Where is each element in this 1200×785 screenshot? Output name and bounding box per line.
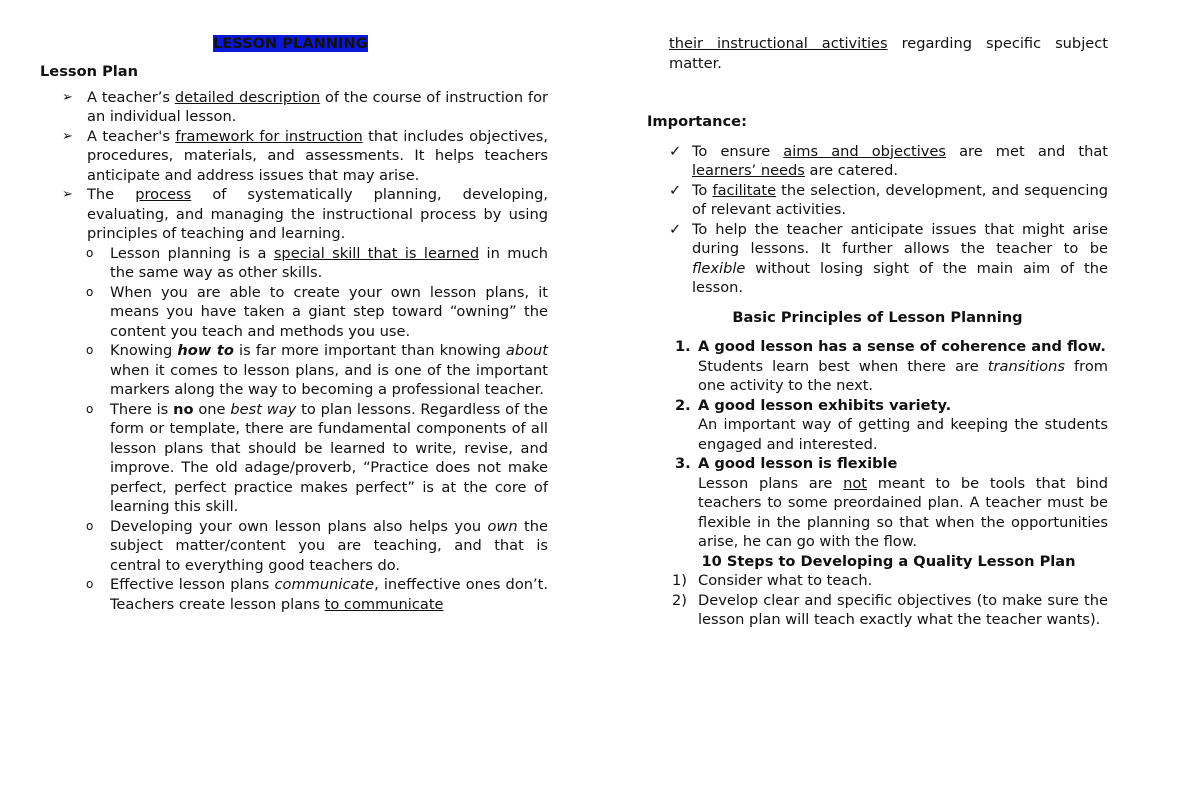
principle-item: 3. A good lesson is flexible Lesson plans are not meant to be tools that bind teachers to some preordained plan. A teacher must be flexible in the planning so that when the opportunities arise, he can go with the flow. — [675, 455, 1108, 550]
continued-text: their instructional activities regarding specific subject matter. — [669, 35, 1108, 72]
arrow-bullet-icon: ➢ — [62, 187, 73, 202]
principle-item: 2. A good lesson exhibits variety. An important way of getting and keeping the students engaged and interested. — [675, 396, 1108, 453]
sub-bullet-item: o Lesson planning is a special skill that is learned in much the same way as other skills. — [86, 244, 548, 281]
circle-bullet-icon: o — [86, 577, 94, 591]
importance-item: ✓ To ensure aims and objectives are met and that learners’ needs are catered. — [669, 142, 1109, 179]
step-item: 1) Consider what to teach. — [672, 572, 873, 589]
principle-item: 1. A good lesson has a sense of coherence and flow. Students learn best when there are transitions from one activity to the next. — [675, 338, 1108, 394]
arrow-bullet-icon: ➢ — [62, 128, 73, 144]
check-icon: ✓ — [669, 142, 682, 160]
check-icon: ✓ — [669, 220, 682, 238]
circle-bullet-icon: o — [86, 284, 94, 299]
check-icon: ✓ — [669, 181, 682, 199]
principles-heading: Basic Principles of Lesson Planning — [732, 308, 1023, 326]
importance-heading: Importance: — [647, 113, 747, 130]
importance-item: ✓ To help the teacher anticipate issues that might arise during lessons. It further allows the teacher to be flexible without losing sight of the main aim of the lesson. — [669, 220, 1108, 296]
circle-bullet-icon: o — [86, 401, 94, 416]
sub-bullet-item: o When you are able to create your own lesson plans, it means you have taken a giant step toward “owning” the content you teach and methods you use. — [86, 283, 548, 340]
right-column — [647, 34, 1108, 630]
sub-bullet-item: o Developing your own lesson plans also helps you own the subject matter/content you are teaching, and that is central to everything good teachers do. — [86, 517, 548, 574]
importance-item: ✓ To facilitate the selection, development, and sequencing of relevant activities. — [669, 181, 1108, 218]
circle-bullet-icon: o — [86, 343, 94, 357]
bullet-item: ➢ A teacher's framework for instruction that includes objectives, procedures, materials, and assessments. It helps teachers anticipate and address issues that may arise. — [62, 127, 548, 184]
left-column — [40, 34, 548, 614]
bullet-item: ➢ The process of systematically planning, developing, evaluating, and managing the instructional process by using principles of teaching and learning. — [62, 186, 548, 242]
lesson-plan-heading: Lesson Plan — [40, 63, 139, 80]
circle-bullet-icon: o — [86, 245, 94, 260]
step-item: 2) Develop clear and specific objectives (to make sure the lesson plan will teach exactly what the teacher wants). — [672, 591, 1108, 628]
sub-bullet-item: o Effective lesson plans communicate, ineffective ones don’t. Teachers create lesson plans to communicate — [86, 576, 548, 613]
steps-heading: 10 Steps to Developing a Quality Lesson Plan — [701, 552, 1076, 570]
sub-bullet-item: o Knowing how to is far more important than knowing about when it comes to lesson plans, and is one of the important markers along the way to becoming a professional teacher. — [86, 342, 548, 398]
document-title: LESSON PLANNING — [213, 35, 368, 52]
arrow-bullet-icon: ➢ — [62, 89, 73, 105]
circle-bullet-icon: o — [86, 518, 94, 533]
bullet-item: ➢ A teacher’s detailed description of the course of instruction for an individual lesson. — [62, 88, 548, 125]
sub-bullet-item: o There is no one best way to plan lessons. Regardless of the form or template, there are fundamental components of all lesson plans that should be learned to write, revise, and improve. The old adage/proverb, “Practice does not make perfect, perfect practice makes perfect” is at the core of learning this skill. — [86, 400, 548, 515]
